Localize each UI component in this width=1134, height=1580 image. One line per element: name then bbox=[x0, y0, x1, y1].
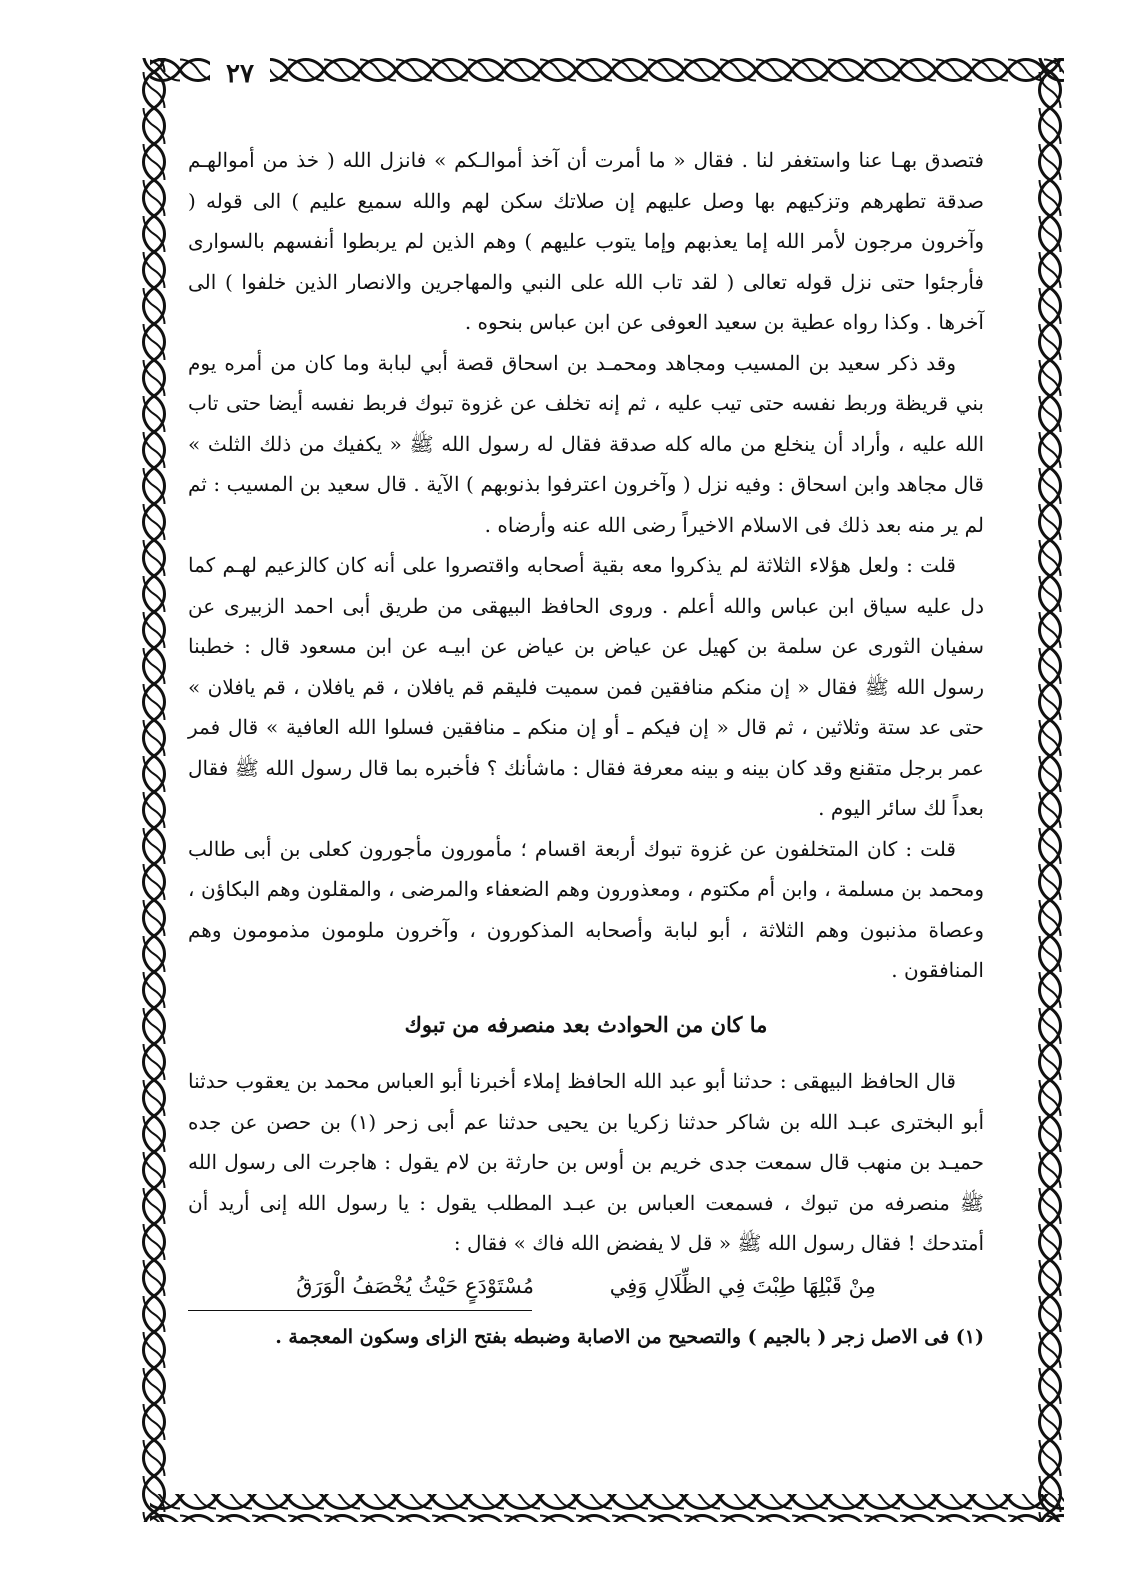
verse-first-hemistich: مِنْ قَبْلِهَا طِبْتَ فِي الظِّلَالِ وَفِي bbox=[609, 1273, 876, 1298]
page-number: ٢٧ bbox=[210, 56, 270, 92]
footnote-divider bbox=[188, 1310, 532, 1311]
footnote-text: فى الاصل زجر ( بالجيم ) والتصحيح من الاصابة وضبطه بفتح الزاى وسكون المعجمة . bbox=[275, 1326, 950, 1348]
paragraph: قال الحافظ البيهقى : حدثنا أبو عبد الله الحافظ إملاء أخبرنا أبو العباس محمد بن يعقوب حدثنا أبو البخترى عبـد الله بن شاكر حدثنا زكريا بن يحيى حدثنا عم أبى زحر (١) بن حصن عن جده حميـد بن منهب قال سمعت جدى خريم بن أوس بن حارثة بن لام يقول : هاجرت الى رسول الله ﷺ منصرفه من تبوك ، فسمعت العباس بن عبـد المطلب يقول : يا رسول الله إنى أريد أن أمتدحك ! فقال رسول الله ﷺ « قل لا يفضض الله فاك » فقال : bbox=[188, 1069, 985, 1255]
paragraph: فتصدق بهـا عنا واستغفر لنا . فقال « ما أمرت أن آخذ أموالـكم » فانزل الله ( خذ من أموالهـم صدقة تطهرهم وتزكيهم بها وصل عليهم إن صلاتك سكن لهم والله سميع عليم ) الى قوله ( وآخرون مرجون لأمر الله إما يعذبهم وإما يتوب عليهم ) وهم الذين لم يربطوا أنفسهم بالسوارى فأرجئوا حتى نزل قوله تعالى ( لقد تاب الله على النبي والمهاجرين والانصار الذين خلفوا ) الى آخرها . وكذا رواه عطية بن سعيد العوفى عن ابن عباس بنحوه . bbox=[188, 148, 984, 334]
page-body bbox=[188, 140, 984, 1470]
footnote bbox=[188, 1317, 984, 1358]
verse-second-hemistich: مُسْتَوْدَعٍ حَيْثُ يُخْصَفُ الْوَرَقُ bbox=[296, 1273, 535, 1298]
poetry-verse bbox=[188, 1266, 984, 1307]
section-heading: ما كان من الحوادث بعد منصرفه من تبوك bbox=[404, 1011, 768, 1037]
paragraph: قلت : ولعل هؤلاء الثلاثة لم يذكروا معه بقية أصحابه واقتصروا على أنه كان كالزعيم لهـم كما دل عليه سياق ابن عباس والله أعلم . وروى الحافظ البيهقى من طريق أبى احمد الزبيرى عن سفيان الثورى عن سلمة بن كهيل عن عياض بن عياض عن ابيـه عن ابن مسعود قال : خطبنا رسول الله ﷺ فقال « إن منكم منافقين فمن سميت فليقم قم يافلان ، قم يافلان ، قم يافلان » حتى عد ستة وثلاثين ، ثم قال « إن فيكم ـ أو إن منكم ـ منافقين فسلوا الله العافية » قال فمر عمر برجل متقنع وقد كان بينه و بينه معرفة فقال : ماشأنك ؟ فأخبره بما قال رسول الله ﷺ فقال بعداً لك سائر اليوم . bbox=[188, 553, 984, 820]
paragraph: قلت : كان المتخلفون عن غزوة تبوك أربعة اقسام ؛ مأمورون مأجورون كعلى بن أبى طالب ومحمد بن مسلمة ، وابن أم مكتوم ، ومعذورون وهم الضعفاء والمرضى ، والمقلون وهم البكاؤن ، وعصاة مذنبون وهم الثلاثة ، أبو لبابة وأصحابه المذكورون ، وآخرون ملومون مذمومون وهم المنافقون . bbox=[188, 836, 984, 982]
footnote-marker: (١) bbox=[955, 1326, 984, 1348]
paragraph: وقد ذكر سعيد بن المسيب ومجاهد ومحمـد بن اسحاق قصة أبي لبابة وما كان من أمره يوم بني قريظة وربط نفسه حتى تيب عليه ، ثم إنه تخلف عن غزوة تبوك فربط نفسه أيضا حتى تاب الله عليه ، وأراد أن ينخلع من ماله كله صدقة فقال له رسول الله ﷺ « يكفيك من ذلك الثلث » قال مجاهد وابن اسحاق : وفيه نزل ( وآخرون اعترفوا بذنوبهم ) الآية . قال سعيد بن المسيب : ثم لم ير منه بعد ذلك فى الاسلام الاخيراً رضى الله عنه وأرضاه . bbox=[188, 350, 984, 537]
